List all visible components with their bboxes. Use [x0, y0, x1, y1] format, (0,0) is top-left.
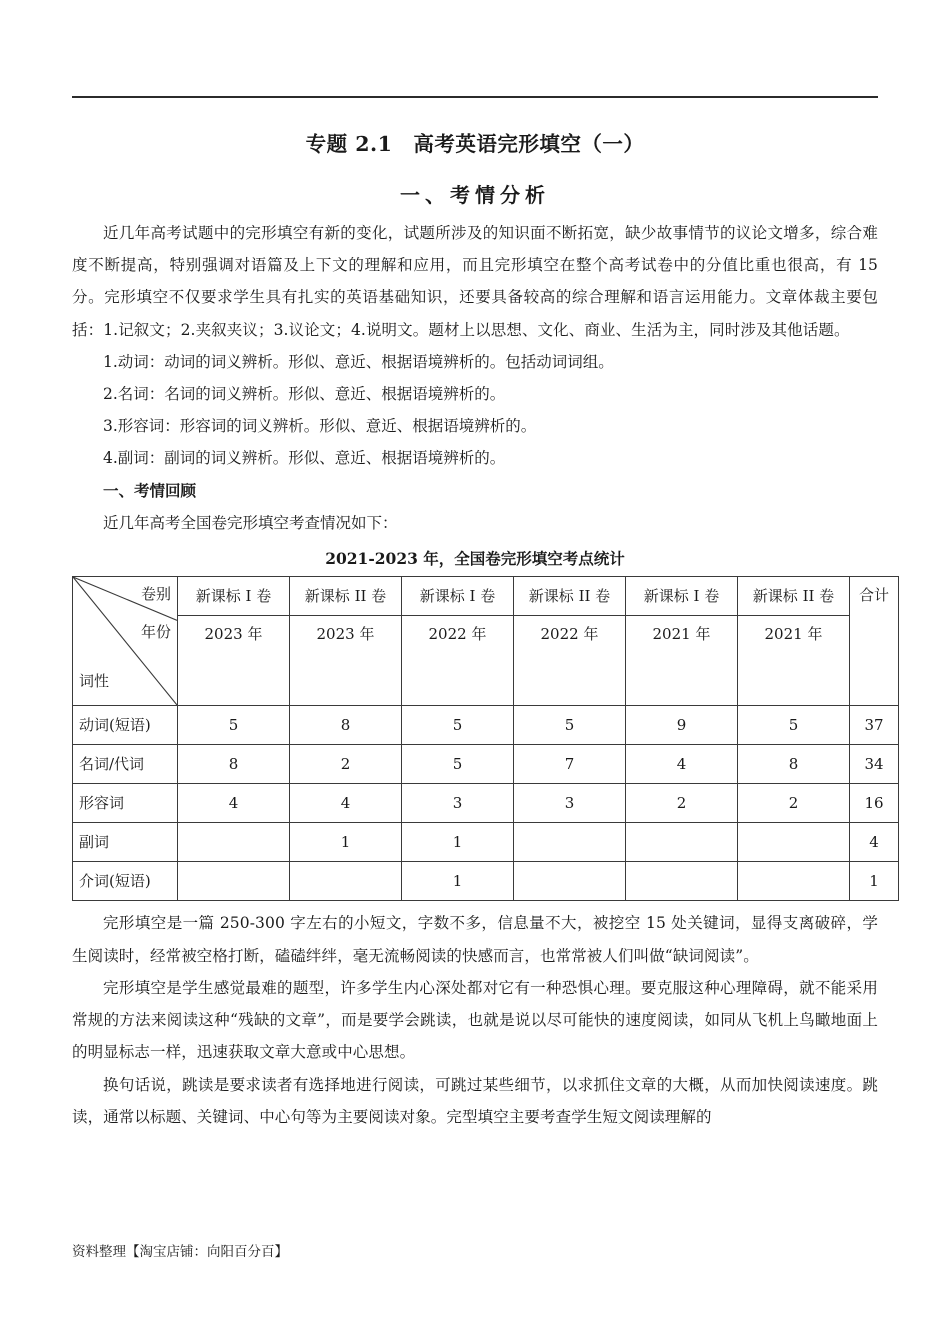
list-item: 1.动词：动词的词义辨析。形似、意近、根据语境辨析的。包括动词词组。 — [103, 352, 614, 371]
column-header-year: 2021 年 — [626, 616, 738, 706]
column-header-total: 合计 — [850, 577, 899, 706]
corner-label-paper: 卷别 — [140, 585, 171, 604]
table-cell — [178, 823, 290, 862]
table-row — [73, 784, 899, 823]
table-cell: 5 — [738, 706, 850, 745]
section-lead-text: 近几年高考全国卷完形填空考查情况如下： — [103, 513, 398, 532]
table-cell — [178, 862, 290, 901]
table-row — [73, 862, 899, 901]
table-cell — [738, 823, 850, 862]
row-label: 介词(短语) — [73, 862, 178, 901]
table-cell: 2 — [290, 745, 402, 784]
closing-paragraph: 完形填空是学生感觉最难的题型，许多学生内心深处都对它有一种恐惧心理。要克服这种心理障碍，就不能采用常规的方法来阅读这种“残缺的文章”，而是要学会跳读，也就是说以尽可能快的速度阅读，如同从飞机上鸟瞰地面上的明显标志一样，迅速获取文章大意或中心思想。 — [72, 978, 878, 1062]
column-header-paper: 新课标 II 卷 — [738, 577, 850, 616]
list-item: 2.名词：名词的词义辨析。形似、意近、根据语境辨析的。 — [103, 384, 506, 403]
table-corner-cell — [73, 577, 178, 706]
table-cell: 8 — [178, 745, 290, 784]
section-title-analysis: 一、考情分析 — [400, 182, 550, 207]
page-footer: 资料整理【淘宝店铺：向阳百分百】 — [72, 1244, 288, 1260]
column-header-paper: 新课标 II 卷 — [514, 577, 626, 616]
row-label: 副词 — [73, 823, 178, 862]
table-cell-total: 34 — [850, 745, 899, 784]
intro-paragraph: 近几年高考试题中的完形填空有新的变化，试题所涉及的知识面不断拓宽，缺少故事情节的议论文增多，综合难度不断提高，特别强调对语篇及上下文的理解和应用，而且完形填空在整个高考试卷中的分值比重也很高，有 15 分。完形填空不仅要求学生具有扎实的英语基础知识，还要具备较高的综合理解和语言运用能力。文章体裁主要包括：1.记叙文；2.夹叙夹议；3.议论文；4.说明文。题材上以思想、文化、商业、生活为主，同时涉及其他话题。 — [72, 223, 878, 339]
table-cell — [626, 862, 738, 901]
table-cell: 1 — [402, 862, 514, 901]
table-cell: 4 — [290, 784, 402, 823]
table-cell — [290, 862, 402, 901]
table-row — [73, 745, 899, 784]
table-cell-total: 37 — [850, 706, 899, 745]
section-heading-review: 一、考情回顾 — [103, 480, 197, 500]
document-body — [72, 114, 889, 1133]
table-cell: 2 — [738, 784, 850, 823]
column-header-paper: 新课标 I 卷 — [402, 577, 514, 616]
header-divider-rule — [72, 96, 878, 98]
table-cell: 5 — [514, 706, 626, 745]
table-cell: 3 — [514, 784, 626, 823]
table-row — [73, 706, 899, 745]
table-header-row-paper — [73, 577, 899, 616]
corner-label-year: 年份 — [140, 623, 171, 642]
table-cell: 4 — [626, 745, 738, 784]
list-item: 3.形容词：形容词的词义辨析。形似、意近、根据语境辨析的。 — [103, 417, 537, 436]
table-cell: 5 — [402, 745, 514, 784]
column-header-year: 2022 年 — [514, 616, 626, 706]
table-cell: 8 — [738, 745, 850, 784]
row-label: 名词/代词 — [73, 745, 178, 784]
table-cell — [738, 862, 850, 901]
table-row — [73, 823, 899, 862]
table-cell: 1 — [290, 823, 402, 862]
table-cell-total: 4 — [850, 823, 899, 862]
column-header-year: 2021 年 — [738, 616, 850, 706]
column-header-year: 2023 年 — [178, 616, 290, 706]
table-cell-total: 16 — [850, 784, 899, 823]
page-title: 专题 2.1 高考英语完形填空（一） — [305, 132, 645, 156]
list-item: 4.副词：副词的词义辨析。形似、意近、根据语境辨析的。 — [103, 449, 506, 468]
row-label: 动词(短语) — [73, 706, 178, 745]
table-cell — [514, 862, 626, 901]
table-cell: 8 — [290, 706, 402, 745]
exam-statistics-table — [72, 576, 899, 901]
corner-label-wordclass: 词性 — [79, 672, 110, 691]
closing-paragraph: 换句话说，跳读是要求读者有选择地进行阅读，可跳过某些细节，以求抓住文章的大概，从而加快阅读速度。跳读，通常以标题、关键词、中心句等为主要阅读对象。完型填空主要考查学生短文阅读理解的 — [72, 1075, 878, 1126]
table-cell: 9 — [626, 706, 738, 745]
table-cell: 1 — [402, 823, 514, 862]
table-cell — [514, 823, 626, 862]
table-cell: 2 — [626, 784, 738, 823]
table-cell-total: 1 — [850, 862, 899, 901]
table-cell: 3 — [402, 784, 514, 823]
table-cell: 5 — [402, 706, 514, 745]
table-cell — [626, 823, 738, 862]
table-caption: 2021-2023 年，全国卷完形填空考点统计 — [325, 549, 625, 569]
table-header-row-year — [73, 616, 899, 706]
column-header-paper: 新课标 I 卷 — [178, 577, 290, 616]
column-header-year: 2023 年 — [290, 616, 402, 706]
table-cell: 5 — [178, 706, 290, 745]
closing-paragraph: 完形填空是一篇 250-300 字左右的小短文，字数不多，信息量不大，被挖空 15 处关键词，显得支离破碎，学生阅读时，经常被空格打断，磕磕绊绊，毫无流畅阅读的快感而言，也常常被人们叫做“缺词阅读”。 — [72, 914, 878, 965]
table-cell: 4 — [178, 784, 290, 823]
table-cell: 7 — [514, 745, 626, 784]
column-header-paper: 新课标 I 卷 — [626, 577, 738, 616]
column-header-paper: 新课标 II 卷 — [290, 577, 402, 616]
row-label: 形容词 — [73, 784, 178, 823]
column-header-year: 2022 年 — [402, 616, 514, 706]
